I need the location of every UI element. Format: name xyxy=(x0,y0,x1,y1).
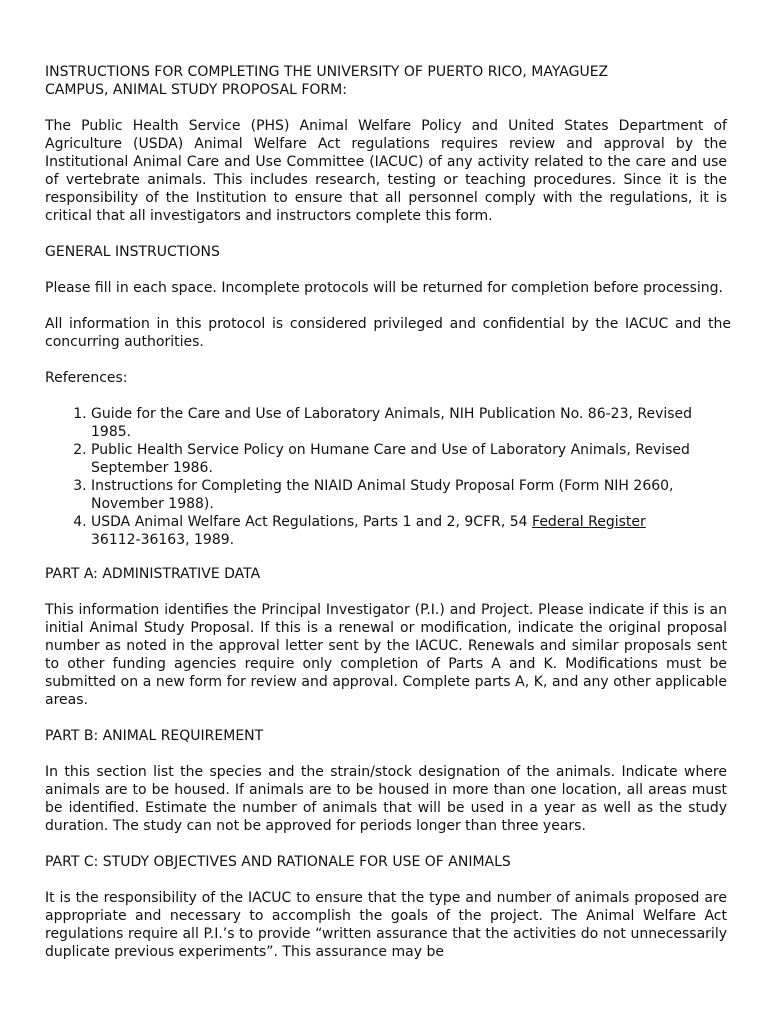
part-a-heading: PART A: ADMINISTRATIVE DATA xyxy=(45,566,261,582)
title-line-2: CAMPUS, ANIMAL STUDY PROPOSAL FORM: xyxy=(45,82,347,98)
reference-item: 2. Public Health Service Policy on Humane Care and Use of Laboratory Animals, Revised September 1986. xyxy=(91,441,727,477)
reference-item-4-suffix: 36112-36163, 1989. xyxy=(91,532,235,548)
title-line-1: INSTRUCTIONS FOR COMPLETING THE UNIVERSITY OF PUERTO RICO, MAYAGUEZ xyxy=(45,64,609,80)
document-page xyxy=(45,63,731,979)
part-a-paragraph: This information identifies the Principal Investigator (P.I.) and Project. Please indicate if this is an initial Animal Study Proposal. If this is a renewal or modification, indicate the original proposal number as noted in the approval letter sent by the IACUC. Renewals and similar proposals sent to other funding agencies require only completion of Parts A and K. Modifications must be submitted on a new form for review and approval. Complete parts A, K, and any other applicable areas. xyxy=(45,602,727,708)
document-title xyxy=(45,63,727,99)
reference-item: 1. Guide for the Care and Use of Laboratory Animals, NIH Publication No. 86-23, Revised 1985. xyxy=(91,405,727,441)
general-instructions-paragraph-1: Please fill in each space. Incomplete protocols will be returned for completion before processing. xyxy=(45,280,723,296)
general-instructions-paragraph-2: All information in this protocol is considered privileged and confidential by the IACUC and the concurring authorities. xyxy=(45,316,731,350)
part-b-paragraph: In this section list the species and the strain/stock designation of the animals. Indicate where animals are to be housed. If animals are to be housed in more than one location, all areas must be identified. Estimate the number of animals that will be used in a year as well as the study duration. The study can not be approved for periods longer than three years. xyxy=(45,764,727,834)
reference-item xyxy=(91,513,727,549)
part-c-paragraph: It is the responsibility of the IACUC to ensure that the type and number of animals proposed are appropriate and necessary to accomplish the goals of the project. The Animal Welfare Act regulations require all P.I.’s to provide “written assurance that the activities do not unnecessarily duplicate previous experiments”. This assurance may be xyxy=(45,890,727,960)
intro-paragraph: The Public Health Service (PHS) Animal Welfare Policy and United States Department of Agriculture (USDA) Animal Welfare Act regulations requires review and approval by the Institutional Animal Care and Use Committee (IACUC) of any activity related to the care and use of vertebrate animals. This includes research, testing or teaching procedures. Since it is the responsibility of the Institution to ensure that all personnel comply with the regulations, it is critical that all investigators and instructors complete this form. xyxy=(45,118,727,224)
reference-item: 3. Instructions for Completing the NIAID Animal Study Proposal Form (Form NIH 2660, November 1988). xyxy=(91,477,727,513)
references-heading: References: xyxy=(45,370,128,386)
reference-item-4-prefix: USDA Animal Welfare Act Regulations, Parts 1 and 2, 9CFR, 54 xyxy=(91,514,533,530)
federal-register-underlined: Federal Register xyxy=(532,514,646,530)
references-list xyxy=(45,405,727,549)
general-instructions-heading: GENERAL INSTRUCTIONS xyxy=(45,244,220,260)
part-b-heading: PART B: ANIMAL REQUIREMENT xyxy=(45,728,264,744)
part-c-heading: PART C: STUDY OBJECTIVES AND RATIONALE FOR USE OF ANIMALS xyxy=(45,854,511,870)
